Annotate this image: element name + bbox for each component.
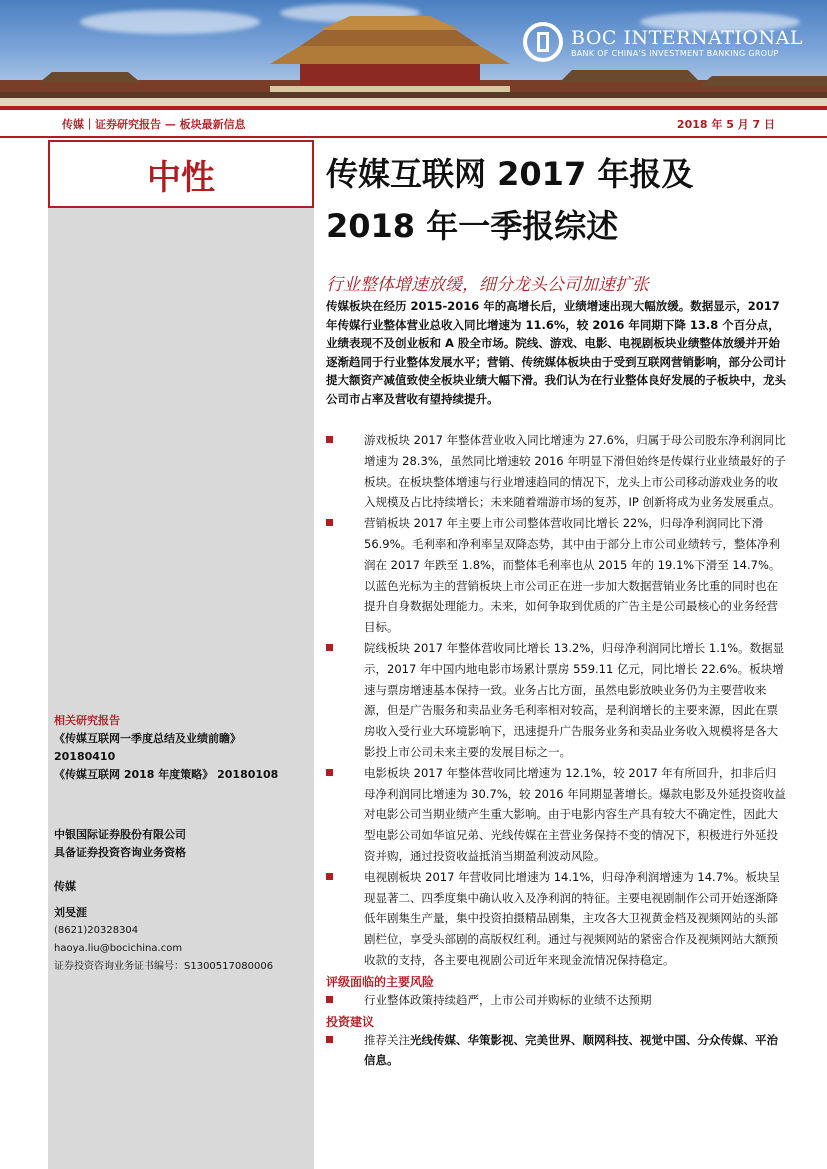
- bullet-item-games: 游戏板块 2017 年整体营业收入同比增速为 27.6%，归属于母公司股东净利润同比增速为 28.3%，虽然同比增速较 2016 年明显下滑但始终是传媒行业业绩最好的子板块。在板块整体增速与行业增速趋同的情况下，龙头上市公司移动游戏业务的收入规模及占比持续增长；未来随着端游市场的复苏，IP 创新将成为业务发展重点。: [326, 430, 786, 513]
- summary-paragraph: 传媒板块在经历 2015-2016 年的高增长后，业绩增速出现大幅放缓。数据显示，2017 年传媒行业整体营业总收入同比增速为 11.6%，较 2016 年同期下降 13.8 个百分点，业绩表现不及创业板和 A 股全市场。院线、游戏、电影、电视剧板块业绩整体放缓并开始逐渐趋同于行业整体发展水平；营销、传统媒体板块由于受到互联网营销影响，部分公司计提大额资产减值致使全板块业绩大幅下滑。我们认为在行业整体良好发展的子板块中，龙头公司市占率及营收有望持续提升。: [326, 299, 786, 406]
- bullet-marker-icon: [326, 996, 333, 1003]
- rating-label: 中性: [147, 158, 215, 198]
- analyst-license: 证券投资咨询业务证书编号：S1300517080006: [54, 961, 274, 972]
- bullet-marker-icon: [326, 644, 333, 651]
- brand-name: BOC INTERNATIONAL: [571, 26, 803, 49]
- analyst-phone: (8621)20328304: [54, 925, 139, 936]
- brand-subtitle: BANK OF CHINA'S INVESTMENT BANKING GROUP: [571, 48, 779, 58]
- related-report-item[interactable]: 《传媒互联网 2018 年度策略》 20180108: [54, 768, 279, 781]
- risk-item: 行业整体政策持续趋严，上市公司并购标的业绩不达预期: [326, 990, 786, 1011]
- firm-info: [54, 826, 186, 862]
- firm-name: 中银国际证券股份有限公司: [54, 828, 186, 841]
- advice-item: 推荐关注光线传媒、华策影视、完美世界、顺网科技、视觉中国、分众传媒、平治信息。: [326, 1030, 786, 1072]
- analyst-info: [54, 878, 273, 976]
- related-reports: [54, 712, 278, 784]
- report-subtitle: 行业整体增速放缓，细分龙头公司加速扩张: [326, 275, 649, 295]
- title-line-2: 2018 年一季报综述: [326, 207, 619, 245]
- sector-label: 传媒: [54, 880, 76, 893]
- bullet-item-film: 电影板块 2017 年整体营收同比增速为 12.1%，较 2017 年有所回升，扣非后归母净利润同比增速为 30.7%，较 2016 年同期显著增长。爆款电影及外延投资收益对电影公司当期业绩产生重大影响。由于电影内容生产具有较大不确定性，因此大型电影公司如华谊兄弟、光线传媒在主营业务保持不变的情况下，积极进行外延投资并购，通过投资收益抵消当期盈利波动风险。: [326, 763, 786, 867]
- risk-heading: 评级面临的主要风险: [326, 974, 435, 989]
- related-report-item[interactable]: 《传媒互联网一季度总结及业绩前瞻》: [54, 732, 241, 745]
- report-title: [326, 148, 796, 252]
- bullet-marker-icon: [326, 769, 333, 776]
- bullet-marker-icon: [326, 873, 333, 880]
- firm-qualification: 具备证券投资咨询业务资格: [54, 846, 186, 859]
- bullet-item-cinema: 院线板块 2017 年整体营收同比增长 13.2%，归母净利润同比增长 1.1%。数据显示，2017 年中国内地电影市场累计票房 559.11 亿元，同比增长 22.6%。板块增速与票房增速基本保持一致。业务占比方面，虽然电影放映业务仍为主要营收来源，但是广告服务和卖品业务毛利率相对较高，是利润增长的主要来源，因此在票房收入受行业大环境影响下，迅速提升广告服务业务和卖品业务收入规模将是各大影投上市公司未来主要的发展目标之一。: [326, 638, 786, 763]
- header-banner: [0, 0, 827, 106]
- info-bar: [0, 110, 827, 136]
- bullet-list: [326, 430, 786, 1071]
- sidebar: [48, 140, 314, 1169]
- bullet-item-tv: 电视剧板块 2017 年营收同比增速为 14.1%，归母净利润增速为 14.7%。板块呈现显著二、四季度集中确认收入及净利润的特征。主要电视剧制作公司开始逐渐降低年剧集生产量，集中投资拍摄精品剧集，主攻各大卫视黄金档及视频网站的头部剧栏位，享受头部剧的高版权红利。通过与视频网站的紧密合作及视频网站大额预收款的支持，各主要电视剧公司近年来现金流情况保持稳定。: [326, 867, 786, 971]
- brand-logo: [523, 22, 803, 62]
- report-date: 2018 年 5 月 7 日: [676, 118, 775, 131]
- bullet-item-marketing: 营销板块 2017 年主要上市公司整体营收同比增长 22%，归母净利润同比下滑 56.9%。毛利率和净利率呈双降态势，其中由于部分上市公司业绩转亏，整体净利润在 2017 年跌至 1.8%，而整体毛利率也从 2015 年的 19.1%下滑至 14.7%。以蓝色光标为主的营销板块上市公司正在进一步加大数据营销业务比重的同时也在提升自身数据处理能力。未来，如何争取到优质的广告主是公司最核心的业务经营目标。: [326, 513, 786, 638]
- analyst-email[interactable]: haoya.liu@bocichina.com: [54, 943, 183, 954]
- title-line-1: 传媒互联网 2017 年报及: [326, 155, 694, 193]
- analyst-name: 刘旻涯: [54, 906, 87, 919]
- bullet-marker-icon: [326, 436, 333, 443]
- related-report-date: 20180410: [54, 750, 116, 763]
- bullet-marker-icon: [326, 1036, 333, 1043]
- info-divider: [0, 136, 827, 138]
- related-heading: 相关研究报告: [54, 714, 120, 727]
- bullet-marker-icon: [326, 519, 333, 526]
- boc-logo-icon: [523, 22, 563, 62]
- report-category: 传媒｜证券研究报告 — 板块最新信息: [62, 118, 246, 131]
- advice-heading: 投资建议: [326, 1014, 375, 1029]
